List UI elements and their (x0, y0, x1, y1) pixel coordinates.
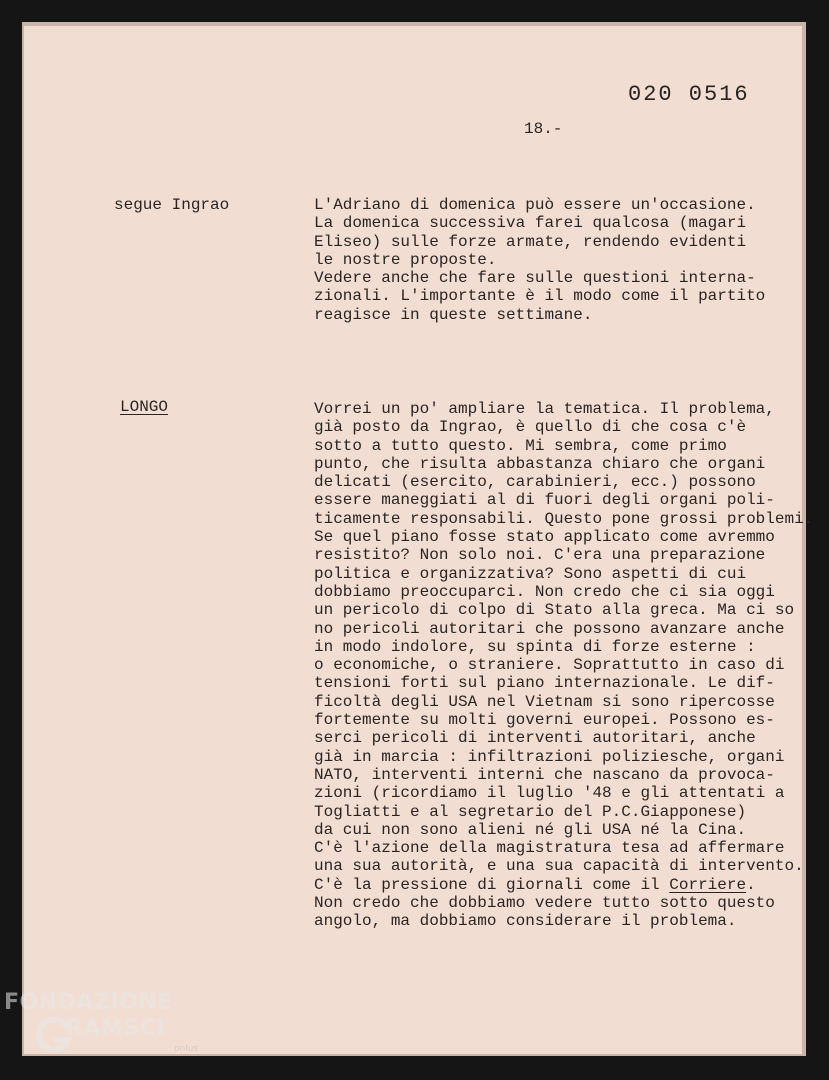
speech-line: un pericolo di colpo di Stato alla greca. Ma ci so (314, 601, 795, 620)
speech-line: già in marcia : infiltrazioni poliziesche, organi (314, 747, 785, 766)
speech-line: Non credo che dobbiamo vedere tutto sotto questo (314, 894, 775, 913)
speech-line: Vorrei un po' ampliare la tematica. Il problema, (314, 400, 775, 418)
speech-line: essere maneggiati al di fuori degli organi poli- (314, 491, 775, 510)
speech-line: delicati (esercito, carabinieri, ecc.) possono (314, 473, 756, 492)
speech-line: reagisce in queste settimane. (314, 305, 593, 324)
speech-line: Eliseo) sulle forze armate, rendendo evidenti (314, 232, 747, 251)
speech-line: C'è l'azione della magistratura tesa ad affermare (314, 839, 785, 858)
watermark-suffix: onlus (174, 1044, 199, 1054)
document-code: 020 0516 (628, 82, 750, 107)
speech-line: L'Adriano di domenica può essere un'occasione. (314, 196, 756, 214)
speech-line: fortemente su molti governi europei. Possono es- (314, 711, 775, 730)
speech-line: una sua autorità, e una sua capacità di intervento. (314, 857, 804, 876)
page-number: 18.- (524, 120, 563, 138)
speech-line: sotto a tutto questo. Mi sembra, come primo (314, 436, 727, 455)
fondazione-gramsci-watermark (4, 990, 224, 1070)
speech-ingrao (314, 196, 814, 324)
speech-line: zionali. L'importante è il modo come il partito (314, 287, 766, 306)
speech-fragment: . (746, 875, 756, 894)
speech-longo (314, 400, 814, 931)
speech-line: ficoltà degli USA nel Vietnam si sono ripercosse (314, 692, 775, 711)
speech-line: dobbiamo preoccuparci. Non credo che ci sia oggi (314, 582, 775, 601)
speech-line: zioni (ricordiamo il luglio '48 e gli attentati a (314, 784, 785, 803)
speech-line: Vedere anche che fare sulle questioni interna- (314, 269, 756, 288)
speech-line: punto, che risulta abbastanza chiaro che organi (314, 454, 766, 473)
document-page (24, 26, 814, 1054)
speech-line: in modo indolore, su spinta di forze esterne : (314, 637, 756, 656)
speaker-label-longo: LONGO (120, 398, 169, 416)
speech-line (314, 876, 814, 894)
speech-line: le nostre proposte. (314, 250, 497, 269)
speech-line: resistito? Non solo noi. C'era una preparazione (314, 546, 766, 565)
speech-line: La domenica successiva farei qualcosa (magari (314, 214, 747, 233)
speech-line: tensioni forti sul piano internazionale. Le dif- (314, 674, 775, 693)
speech-line: politica e organizzativa? Sono aspetti di cui (314, 564, 747, 583)
speech-line: NATO, interventi interni che nascano da provoca- (314, 765, 775, 784)
speech-line: no pericoli autoritari che possono avanzare anche (314, 619, 785, 638)
speech-line: Se quel piano fosse stato applicato come avremmo (314, 528, 775, 547)
speech-line: ticamente responsabili. Questo pone grossi problemi. (314, 509, 814, 528)
speech-line: già posto da Ingrao, è quello di che cosa c'è (314, 418, 747, 437)
speech-line: angolo, ma dobbiamo considerare il problema. (314, 912, 737, 931)
speech-fragment: C'è la pressione di giornali come il (314, 875, 670, 894)
watermark-line2: RAMSCI (66, 1016, 166, 1041)
speech-line: da cui non sono alieni né gli USA né la Cina. (314, 820, 747, 839)
newspaper-name: Corriere (669, 875, 747, 894)
speech-line: serci pericoli di interventi autoritari, anche (314, 729, 756, 748)
speech-line: o economiche, o straniere. Soprattutto in caso di (314, 656, 785, 675)
speaker-label-ingrao: segue Ingrao (114, 196, 230, 214)
speech-line: Togliatti e al segretario del P.C.Giapponese) (314, 802, 747, 821)
watermark-line1: FONDAZIONE (4, 990, 173, 1015)
